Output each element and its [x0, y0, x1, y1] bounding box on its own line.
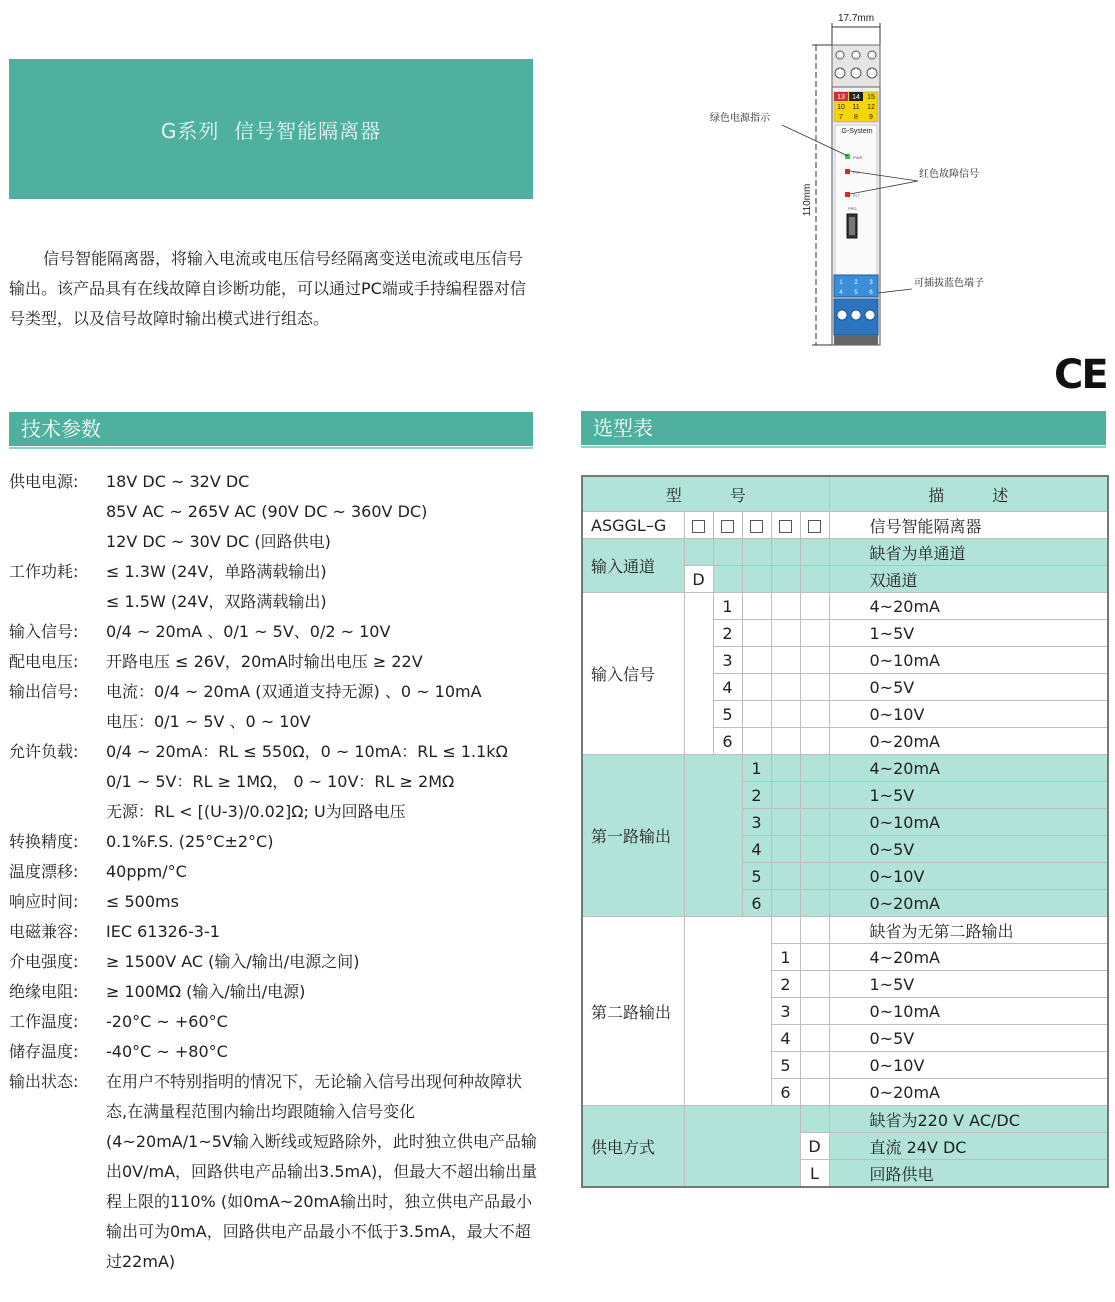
header-desc: 描 述	[829, 476, 1108, 512]
table-cell	[771, 890, 800, 917]
specs-section-heading	[9, 412, 533, 446]
spec-row	[9, 857, 539, 887]
option-desc: 0~20mA	[829, 890, 1108, 917]
table-cell	[800, 917, 829, 944]
option-code: L	[800, 1160, 829, 1188]
spec-row	[9, 1037, 539, 1067]
spec-value: 在用户不特别指明的情况下，无论输入信号出现何种故障状态,在满量程范围内输出均跟随输入信号变化(4~20mA/1~5V输入断线或短路除外，此时独立供电产品输出0V/mA，回路供电产品输出3.5mA)，但最大不超出输出量程上限的110% (如0mA~20mA输出时，独立供电产品最小输出可为0mA，回路供电产品最小不低于3.5mA，最大不超过22mA)	[106, 1072, 538, 1271]
selection-section-title: 选型表	[593, 416, 653, 440]
svg-text:3: 3	[869, 280, 873, 286]
option-code: 4	[742, 836, 771, 863]
table-cell	[771, 836, 800, 863]
option-code: 4	[771, 1025, 800, 1052]
terminal-number: 14	[852, 94, 860, 101]
table-cell	[771, 674, 800, 701]
spec-key: 工作温度:	[9, 1012, 79, 1031]
table-cell	[800, 836, 829, 863]
table-cell	[684, 917, 771, 1106]
option-desc: 缺省为单通道	[829, 539, 1108, 566]
table-cell	[742, 593, 771, 620]
red-led-callout: 红色故障信号	[919, 169, 979, 180]
option-desc: 双通道	[829, 566, 1108, 593]
spec-value: ≤ 1.3W (24V，单路满载输出)	[106, 562, 327, 581]
spec-row	[9, 977, 539, 1007]
table-cell	[800, 539, 829, 566]
option-desc: 0~20mA	[829, 1079, 1108, 1106]
option-code: 5	[713, 701, 742, 728]
blue-terminal-callout: 可插拔蓝色端子	[914, 278, 984, 289]
table-cell	[771, 863, 800, 890]
table-cell	[771, 917, 800, 944]
table-cell	[742, 620, 771, 647]
option-desc: 0~10mA	[829, 809, 1108, 836]
table-cell	[771, 566, 800, 593]
spec-value: 18V DC ~ 32V DC	[106, 472, 250, 491]
width-dimension-label: 17.7mm	[837, 13, 875, 24]
spec-value: 电压：0/1 ~ 5V 、0 ~ 10V	[106, 712, 311, 731]
code-box	[684, 512, 713, 539]
table-cell	[800, 890, 829, 917]
spec-key: 绝缘电阻:	[9, 982, 79, 1001]
option-code: 3	[713, 647, 742, 674]
option-desc: 4~20mA	[829, 593, 1108, 620]
product-diagram	[700, 5, 1000, 350]
spec-key: 温度漂移:	[9, 862, 79, 881]
spec-key	[9, 707, 106, 737]
option-desc: 0~10V	[829, 863, 1108, 890]
table-row	[582, 593, 1108, 620]
spec-row	[9, 557, 539, 587]
spec-key: 配电电压:	[9, 652, 79, 671]
spec-row	[9, 1007, 539, 1037]
spec-row	[9, 497, 539, 527]
spec-value: 40ppm/°C	[106, 862, 187, 881]
green-led-callout: 绿色电源指示	[710, 113, 770, 124]
svg-text:5: 5	[854, 290, 858, 296]
table-cell	[684, 755, 742, 917]
height-dimension-label: 110mm	[802, 183, 813, 217]
table-header-row	[582, 476, 1108, 512]
spec-row	[9, 887, 539, 917]
output2-label: 第二路输出	[582, 917, 684, 1106]
spec-value: 0/1 ~ 5V：RL ≥ 1MΩ， 0 ~ 10V：RL ≥ 2MΩ	[106, 772, 455, 791]
option-code: 2	[771, 971, 800, 998]
terminal-number: 15	[867, 94, 875, 101]
code-box	[800, 512, 829, 539]
table-cell	[800, 944, 829, 971]
spec-value: 电流：0/4 ~ 20mA (双通道支持无源) 、0 ~ 10mA	[106, 682, 482, 701]
power-label: 供电方式	[582, 1106, 684, 1188]
option-desc: 回路供电	[829, 1160, 1108, 1188]
option-desc: 缺省为无第二路输出	[829, 917, 1108, 944]
selection-table	[581, 475, 1109, 1188]
spec-row	[9, 737, 539, 767]
specs-section-title: 技术参数	[21, 417, 101, 441]
spec-value: ≥ 100MΩ (输入/输出/电源)	[106, 982, 306, 1001]
spec-value: ≤ 1.5W (24V，双路满载输出)	[106, 592, 327, 611]
spec-value: 0/4 ~ 20mA：RL ≤ 550Ω，0 ~ 10mA：RL ≤ 1.1kΩ	[106, 742, 508, 761]
specs-list	[9, 467, 539, 1277]
table-cell	[800, 809, 829, 836]
option-desc: 0~10mA	[829, 998, 1108, 1025]
intro-paragraph: 信号智能隔离器，将输入电流或电压信号经隔离变送电流或电压信号输出。该产品具有在线故障自诊断功能，可以通过PC端或手持编程器对信号类型，以及信号故障时输出模式进行组态。	[9, 249, 526, 328]
spec-value: 开路电压 ≤ 26V，20mA时输出电压 ≥ 22V	[106, 652, 423, 671]
terminal-number: 12	[867, 104, 875, 111]
model-code: ASGGL–G	[582, 512, 684, 539]
table-cell	[800, 728, 829, 755]
table-cell	[800, 647, 829, 674]
spec-key	[9, 527, 106, 557]
terminal-number: 8	[854, 114, 858, 121]
option-code: 2	[742, 782, 771, 809]
option-code: 5	[771, 1052, 800, 1079]
spec-value: ≤ 500ms	[106, 892, 179, 911]
option-code: D	[684, 566, 713, 593]
code-box	[771, 512, 800, 539]
spec-row	[9, 587, 539, 617]
spec-key: 输出状态:	[9, 1072, 79, 1091]
table-cell	[742, 539, 771, 566]
option-code: 3	[742, 809, 771, 836]
spec-row	[9, 707, 539, 737]
model-desc: 信号智能隔离器	[829, 512, 1108, 539]
spec-key: 工作功耗:	[9, 562, 79, 581]
svg-text:4: 4	[839, 290, 843, 296]
terminal-number: 7	[839, 114, 843, 121]
terminal-number: 10	[837, 104, 845, 111]
option-code: 2	[713, 620, 742, 647]
spec-row	[9, 677, 539, 707]
code-box-icon	[808, 520, 821, 533]
spec-key: 电磁兼容:	[9, 922, 79, 941]
spec-key	[9, 497, 106, 527]
svg-text:PWR: PWR	[853, 155, 863, 160]
spec-key: 储存温度:	[9, 1042, 79, 1061]
input-signal-label: 输入信号	[582, 593, 684, 755]
spec-row	[9, 947, 539, 977]
svg-text:FLT: FLT	[853, 193, 860, 198]
option-desc: 缺省为220 V AC/DC	[829, 1106, 1108, 1133]
code-box-icon	[692, 520, 705, 533]
header-model: 型 号	[582, 476, 829, 512]
table-cell	[771, 782, 800, 809]
option-desc: 0~10mA	[829, 647, 1108, 674]
spec-value: IEC 61326-3-1	[106, 922, 220, 941]
spec-key	[9, 767, 106, 797]
table-row	[582, 1106, 1108, 1133]
table-cell	[684, 1106, 800, 1188]
svg-text:6: 6	[869, 290, 873, 296]
table-cell	[800, 566, 829, 593]
option-desc: 0~10V	[829, 1052, 1108, 1079]
option-code: 1	[713, 593, 742, 620]
option-code: 3	[771, 998, 800, 1025]
spec-row	[9, 527, 539, 557]
table-cell	[742, 701, 771, 728]
fault-led-2	[845, 192, 850, 197]
input-channel-label: 输入通道	[582, 539, 684, 593]
spec-key: 输入信号:	[9, 622, 79, 641]
spec-value: 无源：RL < [(U-3)/0.02]Ω; U为回路电压	[106, 802, 406, 821]
table-cell	[742, 728, 771, 755]
option-desc: 0~5V	[829, 836, 1108, 863]
table-cell	[800, 782, 829, 809]
option-code: 6	[771, 1079, 800, 1106]
table-cell	[742, 566, 771, 593]
table-row	[582, 755, 1108, 782]
code-box-icon	[721, 520, 734, 533]
table-cell	[800, 674, 829, 701]
selection-section-heading	[581, 411, 1106, 445]
svg-text:1: 1	[839, 280, 843, 286]
table-cell	[800, 701, 829, 728]
table-cell	[771, 809, 800, 836]
table-cell	[742, 647, 771, 674]
table-cell	[771, 728, 800, 755]
spec-row	[9, 617, 539, 647]
option-code: 4	[713, 674, 742, 701]
table-cell	[800, 1052, 829, 1079]
table-cell	[800, 593, 829, 620]
table-cell	[800, 620, 829, 647]
spec-key: 输出信号:	[9, 682, 79, 701]
model-row	[582, 512, 1108, 539]
terminal-number: 13	[837, 94, 845, 101]
table-cell	[800, 1025, 829, 1052]
spec-key	[9, 797, 106, 827]
svg-text:2: 2	[854, 280, 858, 286]
option-code: 6	[713, 728, 742, 755]
spec-row	[9, 767, 539, 797]
option-desc: 直流 24V DC	[829, 1133, 1108, 1160]
spec-row	[9, 647, 539, 677]
spec-row	[9, 1067, 539, 1277]
option-desc: 1~5V	[829, 971, 1108, 998]
spec-value: ≥ 1500V AC (输入/输出/电源之间)	[106, 952, 360, 971]
title-banner	[9, 59, 533, 199]
spec-key: 供电电源:	[9, 472, 79, 491]
table-cell	[684, 539, 713, 566]
spec-row	[9, 827, 539, 857]
option-desc: 4~20mA	[829, 944, 1108, 971]
option-desc: 0~5V	[829, 674, 1108, 701]
spec-key: 响应时间:	[9, 892, 79, 911]
option-code: 1	[771, 944, 800, 971]
code-box	[742, 512, 771, 539]
spec-row	[9, 797, 539, 827]
table-cell	[800, 755, 829, 782]
table-cell	[800, 1106, 829, 1133]
option-code: D	[800, 1133, 829, 1160]
table-cell	[713, 539, 742, 566]
option-code: 1	[742, 755, 771, 782]
spec-key: 允许负载:	[9, 742, 79, 761]
terminal-number: 11	[852, 104, 860, 111]
option-desc: 4~20mA	[829, 755, 1108, 782]
ce-mark: CE	[1054, 352, 1107, 398]
code-box-icon	[779, 520, 792, 533]
table-cell	[800, 971, 829, 998]
option-desc: 1~5V	[829, 782, 1108, 809]
table-cell	[771, 593, 800, 620]
brand-label: G-System	[841, 128, 873, 135]
option-desc: 0~10V	[829, 701, 1108, 728]
isolator-drawing	[700, 5, 1000, 350]
table-cell	[800, 1079, 829, 1106]
table-row	[582, 539, 1108, 566]
option-desc: 1~5V	[829, 620, 1108, 647]
table-row	[582, 917, 1108, 944]
spec-row	[9, 467, 539, 497]
table-cell	[771, 755, 800, 782]
table-cell	[684, 593, 713, 755]
spec-key: 转换精度:	[9, 832, 79, 851]
output1-label: 第一路输出	[582, 755, 684, 917]
code-box-icon	[750, 520, 763, 533]
table-cell	[771, 647, 800, 674]
page-title: G系列 信号智能隔离器	[160, 118, 382, 143]
spec-key: 介电强度:	[9, 952, 79, 971]
option-code: 6	[742, 890, 771, 917]
fault-led-1	[845, 169, 850, 174]
spec-row	[9, 917, 539, 947]
table-cell	[771, 620, 800, 647]
spec-value: 85V AC ~ 265V AC (90V DC ~ 360V DC)	[106, 502, 428, 521]
spec-key	[9, 587, 106, 617]
spec-value: 0/4 ~ 20mA 、0/1 ~ 5V、0/2 ~ 10V	[106, 622, 391, 641]
code-box	[713, 512, 742, 539]
spec-value: -20°C ~ +60°C	[106, 1012, 228, 1031]
spec-value: 0.1%F.S. (25°C±2°C)	[106, 832, 274, 851]
table-cell	[742, 674, 771, 701]
option-desc: 0~5V	[829, 1025, 1108, 1052]
terminal-number: 9	[869, 114, 873, 121]
option-desc: 0~20mA	[829, 728, 1108, 755]
table-cell	[800, 998, 829, 1025]
spec-value: -40°C ~ +80°C	[106, 1042, 228, 1061]
table-cell	[800, 863, 829, 890]
spec-value: 12V DC ~ 30V DC (回路供电)	[106, 532, 331, 551]
svg-text:PRG: PRG	[848, 206, 857, 211]
table-cell	[771, 539, 800, 566]
svg-text:FLT: FLT	[853, 170, 860, 175]
table-cell	[713, 566, 742, 593]
option-code: 5	[742, 863, 771, 890]
table-cell	[771, 701, 800, 728]
